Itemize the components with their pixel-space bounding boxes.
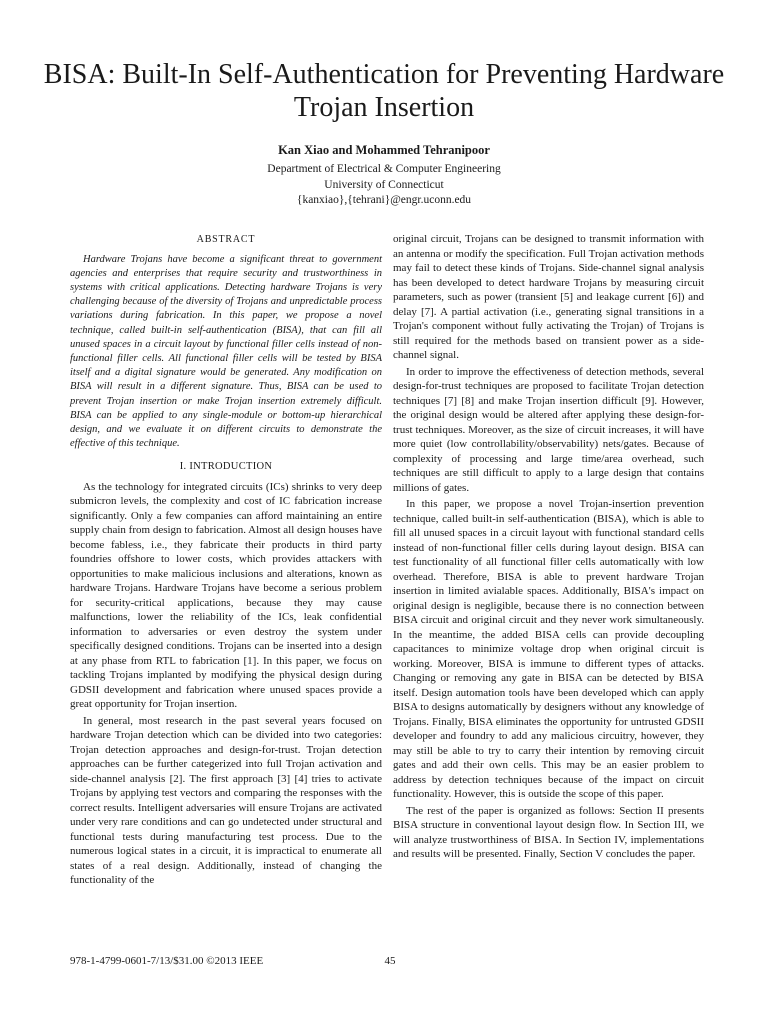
abstract-heading: ABSTRACT <box>196 234 256 245</box>
intro-paragraph: In order to improve the effectiveness of detection methods, several design-for-trust techniques are proposed to facilitate Trojan detection techniques [7] [8] and make Trojan insertion difficult [9]. However, the original design would be altered after applying these design-for-trust techniques. Moreover, as the size of circuit increases, it will have more quiet (low controllability/observability) nets/gates. Because of complexity of processing and large time/area overhead, such techniques are still difficult to apply to a large design that contains millions of gates. <box>393 365 704 494</box>
university-line: University of Connecticut <box>324 178 444 191</box>
intro-paragraph: In this paper, we propose a novel Trojan-insertion prevention technique, called built-in self-authentication (BISA), which is able to fill all unused spaces in a circuit layout with functional standard cells instead of non-functional filler cells during layout design. BISA can test functionality of all functional filler cells automatically with low overhead. Therefore, BISA is able to prevent hardware Trojan insertion in limited avialable spaces. Additionally, BISA's impact on original design is negligible, because there is no connection between BISA circuit and original circuit and they never work simultaneously. In the meantime, the added BISA cells can provide decoupling capacitances to minimize voltage drop when original circuit is working. Moreover, BISA is immune to different types of attacks. Changing or removing any gate in BISA can be detected by BISA itself. Design automation tools have been developed which can apply BISA to designs automatically by designers without any knowledge of Trojans. Finally, BISA eliminates the opportunity for untrusted GDSII developer and foundry to add any malicious circuitry, however, they may still be able to try to carry their intention by removing circuit gates and add their own cells. This may be an easier problem to address by detection techniques because of the impact on circuit functionality. However, this is outside the scope of this paper. <box>393 498 704 800</box>
author-affiliation <box>40 162 728 209</box>
copyright-notice: 978-1-4799-0601-7/13/$31.00 ©2013 IEEE <box>70 955 264 967</box>
email-line: {kanxiao},{tehrani}@engr.uconn.edu <box>296 194 472 206</box>
intro-paragraph: As the technology for integrated circuits (ICs) shrinks to very deep submicron levels, the complexity and cost of IC fabrication increase significantly. Only a few companies can afford maintaining an entire supply chain from design to fabrication. Almost all design houses have become fabless, i.e., they fabricate their products in third party foundries offshore to lower costs, which provides attackers with opportunities to make malicious inclusions and alterations, known as hardware Trojans. Hardware Trojans have become a serious problem for security-critical applications, because they may cause malfunctions, lower the reliability of the ICs, leak confidential information to adversaries or even destroy the system under specifically designed conditions. Trojans can be inserted into a design at any phase from RTL to fabrication [1]. In this paper, we focus on tackling Trojans implanted by modifying the physical design during GDSII development and fabrication where unused spaces provide a great opportunity for Trojan insertion. <box>70 480 382 711</box>
intro-paragraph: In general, most research in the past several years focused on hardware Trojan detection which can be divided into two categories: Trojan detection approaches and design-for-trust. Trojan detection approaches can be further categerized into full Trojan activation and side-channel analysis [2]. The first approach [3] [4] tries to activate Trojans by applying test vectors and comparing the responses with the correct results. Intelligent adversaries will ensure Trojans are activated under very rare conditions and can go undetected under structural and functional tests during manufacturing test process. Due to the numerous logical states in a circuit, it is impractical to enumerate all states of a real design. Additionally, instead of changing the functionality of the <box>70 714 382 887</box>
intro-paragraph: The rest of the paper is organized as follows: Section II presents BISA structure in conventional layout design flow. In Section III, we will analyze trustworthiness of BISA. In Section IV, implementations and results will be presented. Finally, Section V concludes the paper. <box>393 804 704 860</box>
page-number: 45 <box>384 955 396 967</box>
department-line: Department of Electrical & Computer Engineering <box>267 163 501 175</box>
left-column <box>70 233 382 888</box>
abstract-text: Hardware Trojans have become a significant threat to government agencies and enterprises that require security and trustworthiness in systems with critical applications. Detecting hardware Trojans is very challenging because of the diversity of Trojans and unpredictable process variations during fabrication. In this paper, we propose a novel technique, called built-in self-authentication (BISA), that can fill all unused spaces in a circuit layout by functional filler cells instead of non-functional filler cells. All functional filler cells will be tested by BISA itself and a digital signature would be generated. Any modification on BISA will result in a different signature. Thus, BISA can be used to prevent Trojan insertion or make Trojan insertion extremely difficult. BISA can be applied to any single-module or bottom-up hierarchical design, and we evaluate it on different circuits to demonstrate the effective of this technique. <box>70 253 382 450</box>
paper-title: BISA: Built-In Self-Authentication for Preventing Hardware Trojan Insertion <box>43 59 725 123</box>
author-names: Kan Xiao and Mohammed Tehranipoor <box>278 143 490 157</box>
introduction-heading: I. INTRODUCTION <box>179 461 273 473</box>
intro-paragraph-continued: original circuit, Trojans can be designed to transmit information with an antenna or modify the specification. Full Trojan activation methods may fail to detect these kinds of Trojans. Side-channel signal analysis has been developed to detect hardware Trojans by measuring circuit parameters, such as power (transient [5] and leakage current [6]) and delay [7]. A partial activation (i.e., generating signal transitions in a Trojan's component without fully activating the Trojan) of Trojans is still required for the methods based on transient power as a side-channel signal. <box>393 233 704 361</box>
right-column <box>393 232 704 862</box>
